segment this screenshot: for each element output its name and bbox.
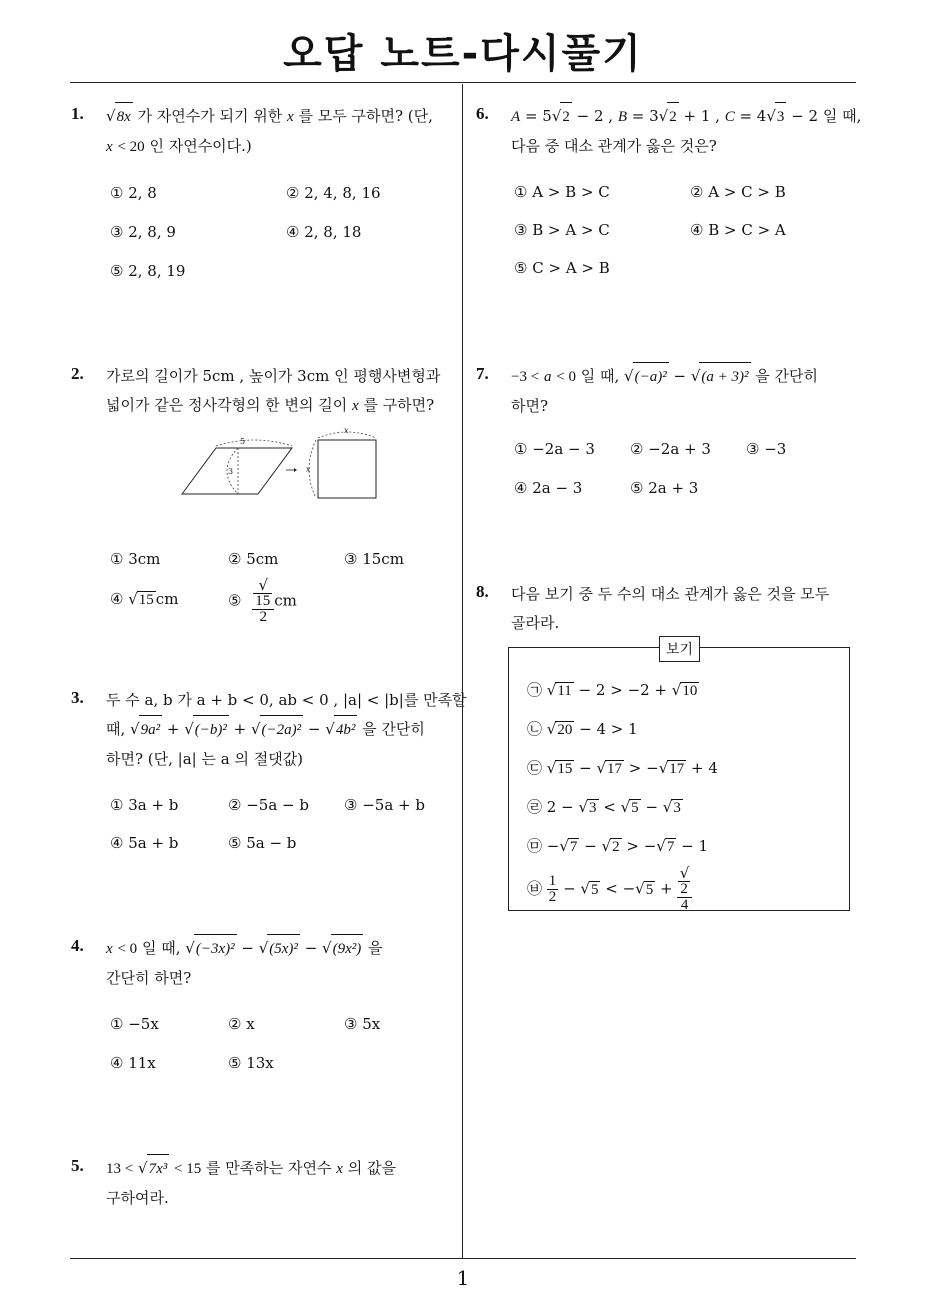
option-2[interactable]: ② −5a − b [228, 796, 309, 814]
figure-label-x-top: x [344, 426, 349, 435]
option-4[interactable]: ④ B > C > A [690, 221, 786, 239]
bogi-item-4[interactable]: ㉣ 2 − √3 < √5 − √3 [527, 798, 681, 816]
option-5[interactable]: ⑤ √ 15 2 cm [228, 576, 297, 625]
question-text: A = 5√2 − 2 , B = 3√2 + 1 , C = 4√3 − 2 일 때, 다음 중 대소 관계가 옳은 것은? [511, 102, 861, 161]
option-5[interactable]: ⑤ C > A > B [514, 259, 610, 277]
option-5[interactable]: ⑤ 2a + 3 [630, 479, 699, 497]
figure-label-5: 5 [240, 437, 246, 446]
column-divider [462, 84, 463, 1259]
option-3[interactable]: ③ B > A > C [514, 221, 610, 239]
question-number: 6. [476, 104, 489, 123]
bogi-label: 보기 [659, 636, 700, 662]
option-1[interactable]: ① −2a − 3 [514, 440, 595, 458]
bogi-item-6[interactable]: ㉥ $\frac{1}{2}$ − √5 < −√5 + √ 2 4 [527, 866, 692, 913]
question-number: 4. [71, 936, 84, 955]
option-5[interactable]: ⑤ 5a − b [228, 834, 297, 852]
top-rule [70, 82, 856, 83]
option-5[interactable]: ⑤ 2, 8, 19 [110, 262, 186, 280]
option-3[interactable]: ③ −3 [746, 440, 787, 458]
option-2[interactable]: ② A > C > B [690, 183, 786, 201]
option-4[interactable]: ④ √15 cm [110, 590, 179, 608]
option-3[interactable]: ③ 2, 8, 9 [110, 223, 176, 241]
page-title: 오답 노트-다시풀기 [283, 31, 643, 77]
option-3[interactable]: ③ −5a + b [344, 796, 425, 814]
option-1[interactable]: ① −5x [110, 1015, 159, 1033]
option-5[interactable]: ⑤ 13x [228, 1054, 274, 1072]
bogi-item-2[interactable]: ㉡ √20 − 4 > 1 [527, 720, 638, 738]
option-1[interactable]: ① 2, 8 [110, 184, 157, 202]
option-1[interactable]: ① 3cm [110, 550, 161, 568]
question-text: −3 < a < 0 일 때, √(−a)² − √(a + 3)² 을 간단히 하면? [511, 362, 818, 421]
parallelogram-square-figure [176, 424, 386, 504]
option-2[interactable]: ② 5cm [228, 550, 279, 568]
option-4[interactable]: ④ 2a − 3 [514, 479, 583, 497]
question-number: 3. [71, 688, 84, 707]
question-text: 13 < √7x³ < 15 를 만족하는 자연수 x 의 값을 구하여라. [106, 1154, 396, 1213]
option-3[interactable]: ③ 5x [344, 1015, 381, 1033]
question-text: x < 0 일 때, √(−3x)² − √(5x)² − √(9x²) 을 간단히 하면? [106, 934, 383, 993]
question-text: √8x 가 자연수가 되기 위한 x 를 모두 구하면? (단, x < 20 인 자연수이다.) [106, 102, 433, 162]
bogi-item-1[interactable]: ㉠ √11 − 2 > −2 + √10 [527, 681, 698, 699]
question-number: 5. [71, 1156, 84, 1175]
option-1[interactable]: ① A > B > C [514, 183, 610, 201]
question-number: 7. [476, 364, 489, 383]
option-1[interactable]: ① 3a + b [110, 796, 179, 814]
option-4[interactable]: ④ 11x [110, 1054, 156, 1072]
option-2[interactable]: ② 2, 4, 8, 16 [286, 184, 381, 202]
option-2[interactable]: ② x [228, 1015, 255, 1033]
bogi-box [508, 642, 850, 913]
question-number: 1. [71, 104, 84, 123]
question-text: 가로의 길이가 5cm , 높이가 3cm 인 평행사변형과 넓이가 같은 정사각형의 한 변의 길이 x 를 구하면? [106, 367, 441, 414]
bogi-item-3[interactable]: ㉢ √15 − √17 > −√17 + 4 [527, 759, 718, 777]
figure-label-3: 3 [228, 467, 234, 476]
question-text: 두 수 a, b 가 a + b < 0, ab < 0 , |a| < |b|를 만족할 때, √9a² + √(−b)² + √(−2a)² − √4b² 을 간단히 하면? (단, |a| 는 a 의 절댓값) [106, 691, 467, 768]
question-number: 2. [71, 364, 84, 383]
option-4[interactable]: ④ 5a + b [110, 834, 179, 852]
bottom-rule [70, 1258, 856, 1259]
question-number: 8. [476, 582, 489, 601]
figure-label-x-side: x [306, 465, 311, 474]
option-3[interactable]: ③ 15cm [344, 550, 404, 568]
bogi-item-5[interactable]: ㉤ −√7 − √2 > −√7 − 1 [527, 837, 708, 855]
question-text: 다음 보기 중 두 수의 대소 관계가 옳은 것을 모두 골라라. [511, 585, 830, 632]
page-number: 1 [456, 1266, 470, 1290]
option-4[interactable]: ④ 2, 8, 18 [286, 223, 362, 241]
option-2[interactable]: ② −2a + 3 [630, 440, 711, 458]
